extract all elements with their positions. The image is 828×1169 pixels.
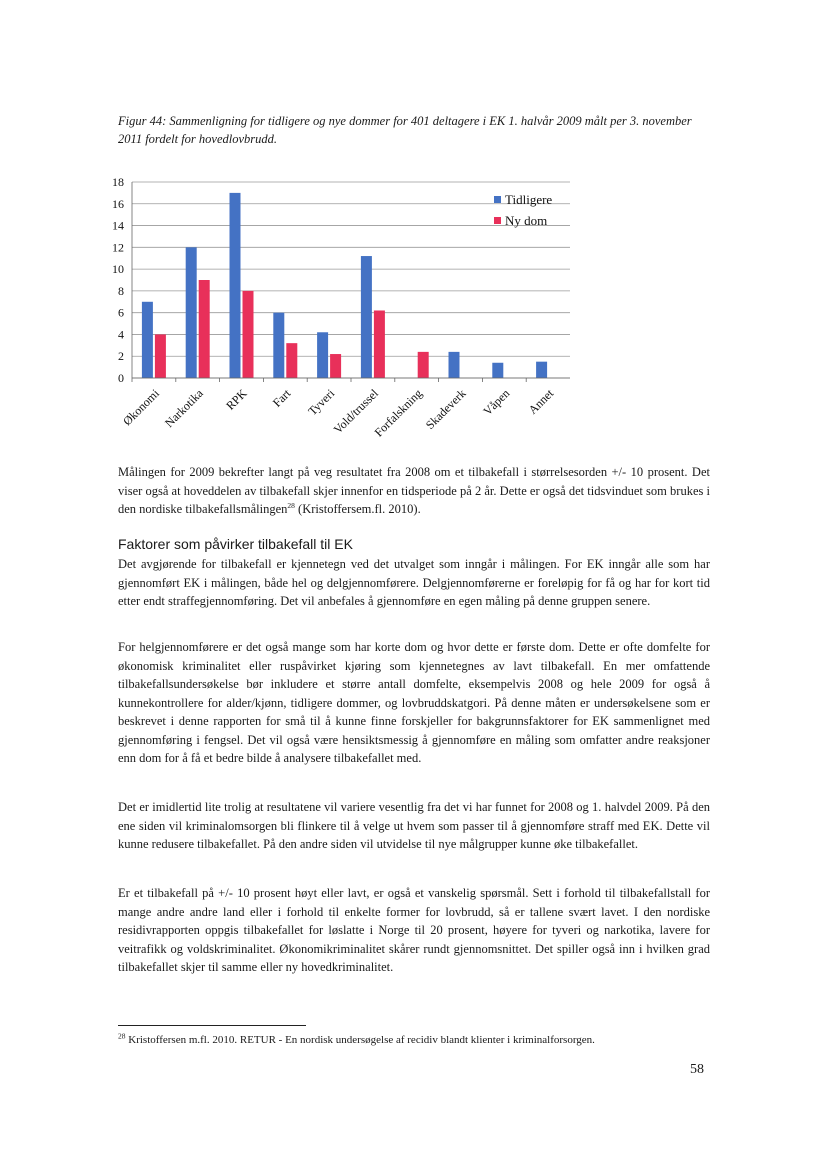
legend-label-0: Tidligere	[505, 192, 553, 207]
y-tick-label-8: 16	[112, 196, 124, 211]
page-number: 58	[690, 1062, 704, 1077]
paragraph-1-citation: (Kristoffersem.fl. 2010).	[294, 502, 421, 516]
bar-tidligere-3	[273, 313, 284, 378]
paragraph-1	[118, 463, 710, 519]
legend-label-1: Ny dom	[505, 213, 548, 228]
footnote-ref-28[interactable]: 28	[287, 500, 295, 510]
bar-tidligere-7	[449, 352, 460, 378]
section-heading: Faktorer som påvirker tilbakefall til EK	[118, 536, 353, 552]
legend-swatch-1	[494, 217, 501, 224]
bar-ny-dom-5	[374, 310, 385, 378]
paragraph-5: Er et tilbakefall på +/- 10 prosent høyt eller lavt, er også et vanskelig spørsmål. Sett i forhold til tilbakefallstall for mange andre andre land eller i forhold til enkelte former for lovbrudd, så er tallene svært lavet. I den nordiske residivrapporten oppgis tilbakefallet for løslatte i Norge til 20 prosent, høyere for tyveri og narkotika, lavere for veitrafikk og voldskriminalitet. Økonomikriminalitet skårer rundt gjennomsnittet. Det spiller også inn i hvilken grad tilbakefallet skjer til samme eller ny hovedkriminalitet.	[118, 886, 710, 974]
y-tick-label-4: 8	[118, 283, 124, 298]
x-tick-label-9: Annet	[525, 386, 557, 417]
x-tick-label-1: Narkotika	[161, 386, 206, 431]
y-tick-label-0: 0	[118, 371, 124, 385]
footnote-text: Kristoffersen m.fl. 2010. RETUR - En nordisk undersøgelse af recidiv blandt klienter i kriminalforsorgen.	[125, 1034, 595, 1046]
bar-tidligere-2	[230, 193, 241, 378]
footnote-divider	[118, 1025, 306, 1026]
footnote	[118, 1032, 718, 1048]
bar-chart	[100, 170, 600, 460]
y-tick-label-9: 18	[112, 175, 124, 189]
bar-tidligere-4	[317, 332, 328, 378]
bar-tidligere-5	[361, 256, 372, 378]
bar-tidligere-0	[142, 302, 153, 378]
bar-tidligere-9	[536, 362, 547, 378]
x-tick-label-7: Skadeverk	[422, 386, 469, 432]
bar-ny-dom-2	[243, 291, 254, 378]
x-tick-label-2: RPK	[223, 386, 250, 413]
x-tick-label-8: Våpen	[480, 386, 513, 419]
bar-tidligere-1	[186, 247, 197, 378]
figure-caption: Figur 44: Sammenligning for tidligere og nye dommer for 401 deltagere i EK 1. halvår 2009 målt per 3. november 2011 fordelt for hovedlovbrudd.	[118, 114, 692, 146]
bar-ny-dom-0	[155, 334, 166, 378]
bar-tidligere-8	[492, 363, 503, 378]
x-tick-label-4: Tyveri	[305, 386, 338, 419]
x-tick-label-6: Forfalskning	[371, 386, 425, 440]
y-tick-label-5: 10	[112, 262, 124, 277]
y-tick-label-6: 12	[112, 240, 124, 255]
paragraph-2: Det avgjørende for tilbakefall er kjennetegn ved det utvalget som inngår i målingen. For EK inngår alle som har gjennomført EK i målingen, både hel og delgjennomførere. Delgjennomførerne er foreløpig for få og har for kort tid etter endt straffegjennomføring. Det vil anbefales å gjennomføre en egen måling på denne gruppen senere.	[118, 557, 710, 608]
y-tick-label-2: 4	[118, 327, 124, 342]
paragraph-4: Det er imidlertid lite trolig at resultatene vil variere vesentlig fra det vi har funnet for 2008 og 1. halvdel 2009. På den ene siden vil kriminalomsorgen bli flinkere til å velge ut hvem som passer til å gjennomføre straff med EK. Dette vil kunne redusere tilbakefallet. På den andre siden vil utvidelse til nye målgrupper kunne øke tilbakefallet.	[118, 800, 710, 851]
x-tick-label-3: Fart	[269, 386, 294, 410]
y-tick-label-1: 2	[118, 349, 124, 364]
x-tick-label-0: Økonomi	[120, 386, 163, 429]
legend-swatch-0	[494, 196, 501, 203]
y-tick-label-3: 6	[118, 305, 124, 320]
bar-ny-dom-3	[286, 343, 297, 378]
paragraph-3: For helgjennomførere er det også mange som har korte dom og hvor dette er første dom. Dette er ofte domfelte for økonomisk kriminalitet eller ruspåvirket kjøring som kjennetegnes av lavt tilbakefall. En mer omfattende tilbakefallsundersøkelse bør inkludere et større antall domfelte, eksempelvis 2008 og hele 2009 for også å kunnekontrollere for alder/kjønn, tidligere dommer, og lovbruddskatgori. På denne måten er undersøkelsene som er beskrevet i denne rapporten for små til å kunne finne forskjeller for bakgrunnsfaktorer for EK sammenlignet med gjennomføring i fengsel. Det vil også være hensiktsmessig å gjennomføre en måling som omfatter andre reaksjoner enn dom for å få et bedre bilde å analysere tilbakefallet med.	[118, 640, 710, 765]
y-tick-label-7: 14	[112, 218, 124, 233]
x-tick-label-5: Vold/trussel	[330, 386, 382, 437]
paragraph-1-text: Målingen for 2009 bekrefter langt på veg resultatet fra 2008 om et tilbakefall i størrelsesorden +/- 10 prosent. Det viser også at hoveddelen av tilbakefall skjer innenfor en tidsperiode på 2 år. Dette er også det tidsvinduet som brukes i den nordiske tilbakefallsmålingen	[118, 465, 710, 516]
footnote-number: 28	[118, 1031, 126, 1041]
bar-ny-dom-6	[418, 352, 429, 378]
bar-ny-dom-1	[199, 280, 210, 378]
bar-ny-dom-4	[330, 354, 341, 378]
